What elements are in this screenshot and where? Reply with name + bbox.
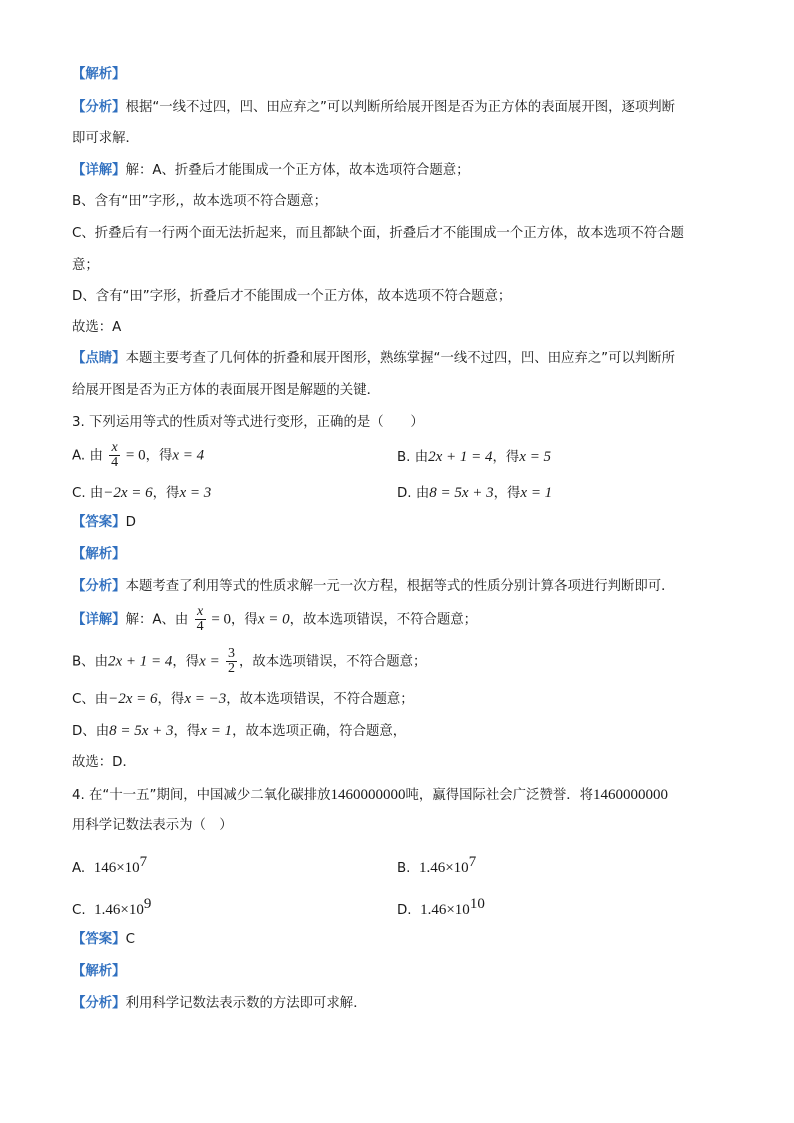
fraction: $\frac{3}{2}$	[227, 646, 235, 676]
jiexi-heading: 【解析】	[72, 67, 126, 82]
q3-answer: 【答案】D	[72, 515, 136, 530]
detail-line-c2: 意；	[72, 258, 99, 273]
comment-line-1: 【点睛】本题主要考查了几何体的折叠和展开图形，熟练掌握“一线不过四，凹、田应弃之”可以判断所	[72, 351, 676, 366]
q4-option-b: B. $1.46\times 10^7$	[397, 854, 477, 876]
fraction: $\frac{x}{4}$	[111, 440, 119, 470]
comment-line-2: 给展开图是否为正方体的表面展开图是解题的关键．	[72, 383, 380, 398]
q3-detail-b: B、由2x + 1 = 4，得x = $\frac{3}{2}$ ，故本选项错误，不符合题意；	[72, 646, 427, 676]
q3-analysis: 【分析】本题考查了利用等式的性质求解一元一次方程，根据等式的性质分别计算各项进行判断即可．	[72, 579, 675, 594]
q3-option-a: A. 由 $\frac{x}{4}$ = 0，得x = 4	[72, 440, 205, 470]
detail-line-c1: C、折叠后有一行两个面无法折起来，而且都缺个面，折叠后才不能围成一个正方体，故本选项不符合题	[72, 226, 684, 241]
choice-line: 故选：A	[72, 320, 122, 335]
analysis-line-2: 即可求解．	[72, 131, 139, 146]
q3-option-c: C. 由−2x = 6，得x = 3	[72, 485, 212, 501]
q3-stem: 3. 下列运用等式的性质对等式进行变形，正确的是（ ）	[72, 415, 424, 430]
detail-line-b: B、含有“田”字形,，故本选项不符合题意；	[72, 194, 327, 209]
q4-stem-2: 用科学记数法表示为（ ）	[72, 818, 233, 833]
q4-answer: 【答案】C	[72, 932, 135, 947]
q4-stem-1: 4. 在“十一五”期间，中国减少二氧化碳排放1460000000吨，赢得国际社会广泛赞誉．将1460000000	[72, 787, 669, 803]
q3-detail-d: D、由8 = 5x + 3，得x = 1，故本选项正确，符合题意，	[72, 723, 407, 739]
q4-option-c: C. $1.46\times 10^9$	[72, 896, 152, 918]
q4-analysis: 【分析】利用科学记数法表示数的方法即可求解．	[72, 996, 367, 1011]
analysis-line-1: 【分析】根据“一线不过四，凹、田应弃之”可以判断所给展开图是否为正方体的表面展开图，逐项判断	[72, 100, 676, 115]
detail-line-d: D、含有“田”字形，折叠后才不能围成一个正方体，故本选项不符合题意；	[72, 289, 512, 304]
q4-option-d: D. $1.46\times 10^{10}$	[397, 896, 485, 918]
q3-choice: 故选：D．	[72, 755, 136, 770]
q3-jiexi-heading: 【解析】	[72, 547, 126, 562]
detail-line-a: 【详解】解：A、折叠后才能围成一个正方体，故本选项符合题意；	[72, 163, 470, 178]
q3-detail-a: 【详解】解：A、由 $\frac{x}{4}$ = 0，得x = 0，故本选项错误，不符合题意；	[72, 604, 478, 634]
q4-jiexi-heading: 【解析】	[72, 964, 126, 979]
q3-detail-c: C、由−2x = 6，得x = −3，故本选项错误，不符合题意；	[72, 691, 414, 707]
q4-option-a: A. $146\times 10^7$	[72, 854, 148, 876]
q3-option-d: D. 由8 = 5x + 3，得x = 1	[397, 485, 553, 501]
fraction: $\frac{x}{4}$	[196, 604, 204, 634]
q3-option-b: B. 由2x + 1 = 4，得x = 5	[397, 449, 552, 465]
